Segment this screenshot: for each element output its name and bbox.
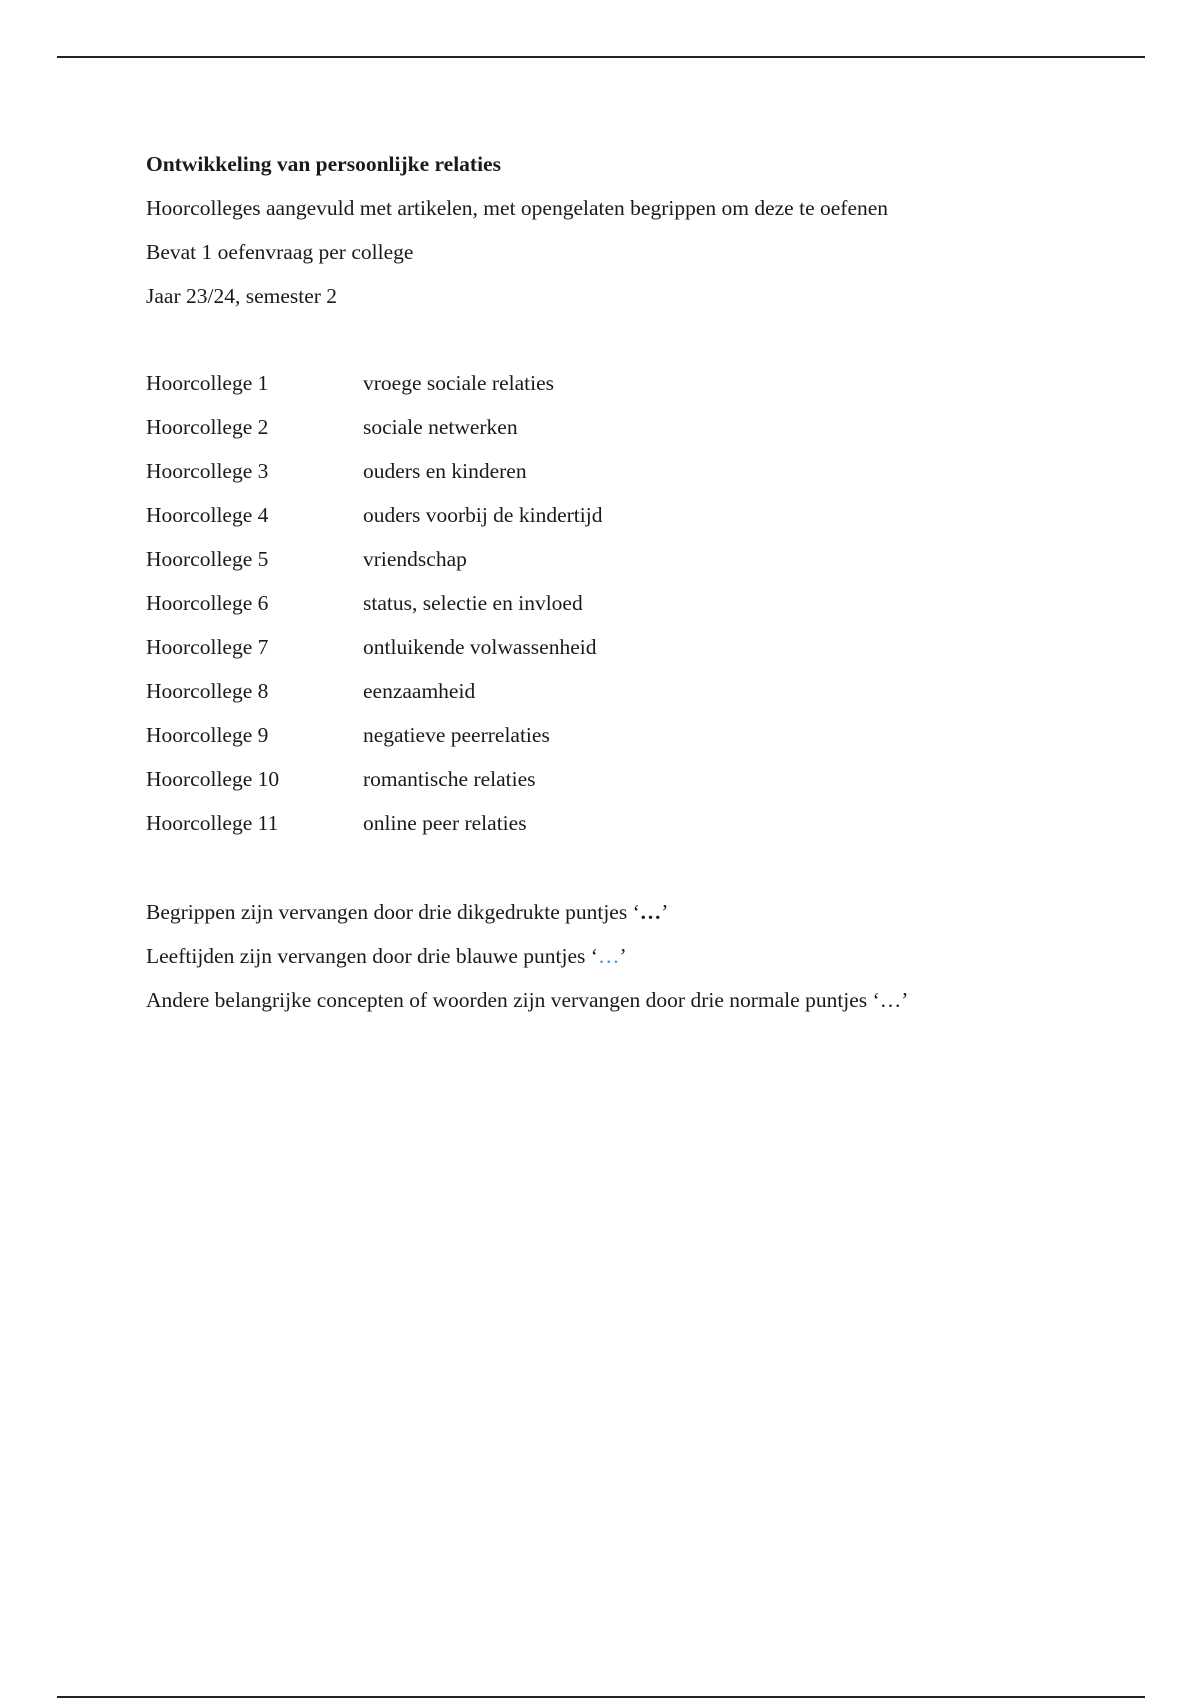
- lecture-number: Hoorcollege 10: [146, 767, 280, 791]
- lecture-number: Hoorcollege 4: [146, 503, 269, 527]
- lecture-row: [146, 669, 1096, 713]
- lecture-row: [146, 361, 1096, 405]
- lecture-topic: status, selectie en invloed: [363, 591, 583, 615]
- legend-close-quote: ’: [901, 988, 909, 1012]
- lecture-row: [146, 405, 1096, 449]
- lecture-topic: sociale netwerken: [363, 415, 518, 439]
- lecture-row: [146, 625, 1096, 669]
- lecture-topic: vroege sociale relaties: [363, 371, 555, 395]
- intro-line-2: Bevat 1 oefenvraag per college: [146, 240, 414, 264]
- legend-text: Andere belangrijke concepten of woorden zijn vervangen door drie normale puntjes ‘: [146, 988, 880, 1012]
- bold-dots: …: [639, 900, 662, 924]
- blue-dots: …: [597, 944, 620, 968]
- lecture-number: Hoorcollege 6: [146, 591, 269, 615]
- lecture-row: [146, 757, 1096, 801]
- lecture-row: [146, 537, 1096, 581]
- legend-line-bold: [146, 890, 1096, 934]
- placeholder-legend: [146, 890, 1096, 1022]
- lecture-topic: romantische relaties: [363, 767, 536, 791]
- lecture-row: [146, 581, 1096, 625]
- lecture-row: [146, 493, 1096, 537]
- normal-dots: …: [879, 988, 902, 1012]
- legend-close-quote: ’: [619, 944, 627, 968]
- lecture-number: Hoorcollege 3: [146, 459, 269, 483]
- lecture-topic: ouders voorbij de kindertijd: [363, 503, 603, 527]
- legend-text: Leeftijden zijn vervangen door drie blauwe puntjes ‘: [146, 944, 598, 968]
- header-rule: [57, 56, 1145, 58]
- lecture-row: [146, 449, 1096, 493]
- lecture-number: Hoorcollege 7: [146, 635, 269, 659]
- legend-close-quote: ’: [661, 900, 669, 924]
- lecture-number: Hoorcollege 2: [146, 415, 269, 439]
- intro-line-1: Hoorcolleges aangevuld met artikelen, met opengelaten begrippen om deze te oefenen: [146, 196, 889, 220]
- legend-line-normal: [146, 978, 1096, 1022]
- lecture-topic: eenzaamheid: [363, 679, 476, 703]
- lecture-number: Hoorcollege 11: [146, 811, 279, 835]
- lecture-topic: ouders en kinderen: [363, 459, 527, 483]
- document-body: [146, 142, 1096, 1022]
- intro-line-3: Jaar 23/24, semester 2: [146, 284, 338, 308]
- document-title: Ontwikkeling van persoonlijke relaties: [146, 152, 501, 176]
- lecture-row: [146, 801, 1096, 845]
- legend-line-blue: [146, 934, 1096, 978]
- lecture-list: [146, 361, 1096, 845]
- footer-rule: [57, 1696, 1145, 1698]
- lecture-number: Hoorcollege 9: [146, 723, 269, 747]
- lecture-topic: online peer relaties: [363, 811, 527, 835]
- lecture-topic: ontluikende volwassenheid: [363, 635, 597, 659]
- lecture-topic: negatieve peerrelaties: [363, 723, 550, 747]
- legend-text: Begrippen zijn vervangen door drie dikgedrukte puntjes ‘: [146, 900, 640, 924]
- lecture-number: Hoorcollege 8: [146, 679, 269, 703]
- lecture-number: Hoorcollege 5: [146, 547, 269, 571]
- lecture-row: [146, 713, 1096, 757]
- lecture-number: Hoorcollege 1: [146, 371, 269, 395]
- lecture-topic: vriendschap: [363, 547, 467, 571]
